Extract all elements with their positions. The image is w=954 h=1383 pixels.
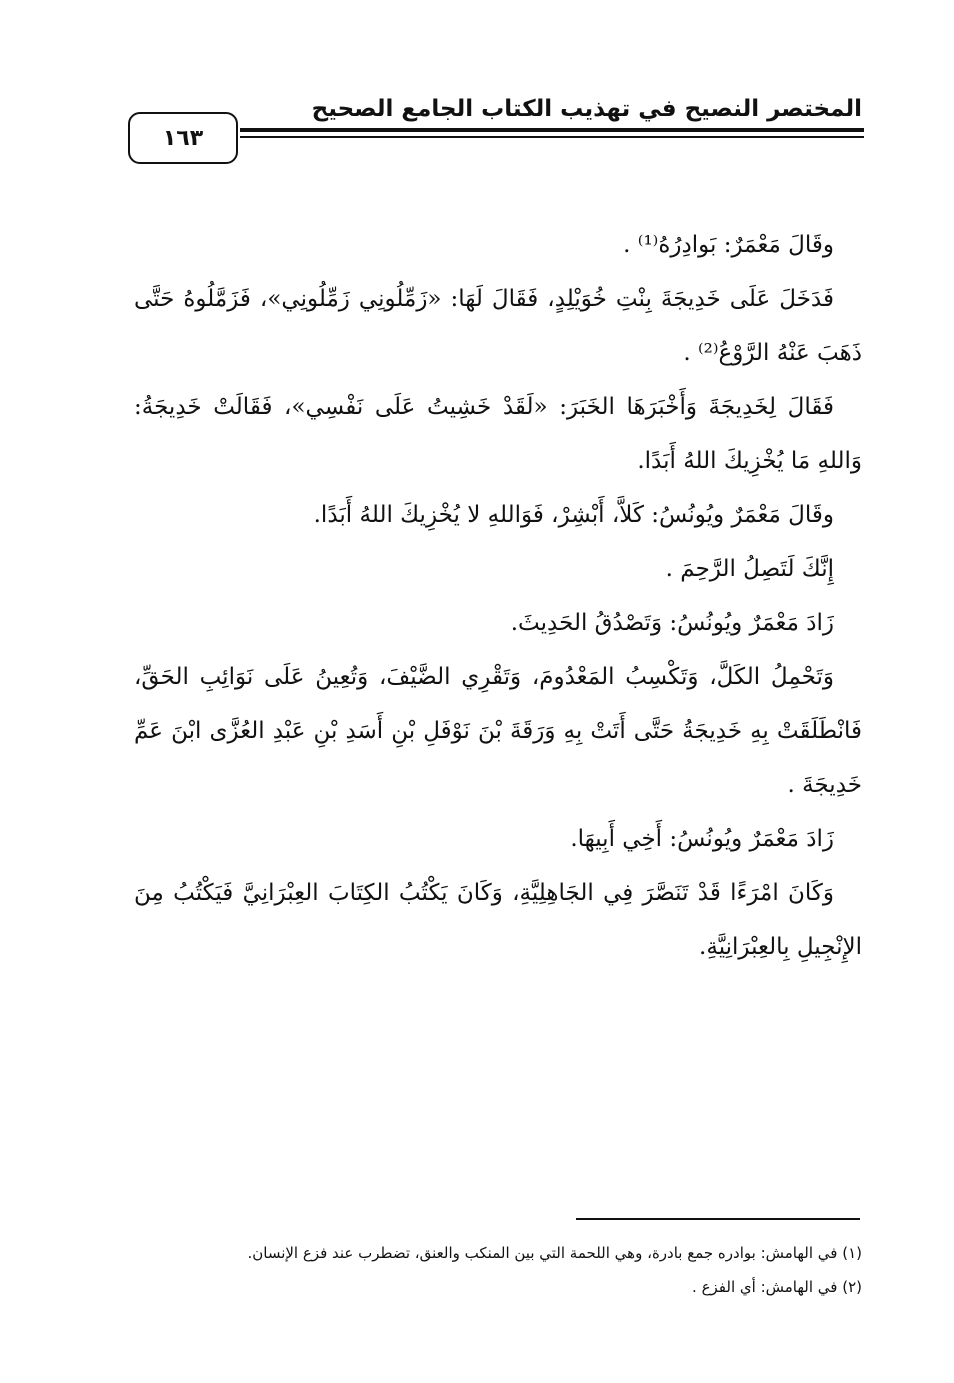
header-rule-thick	[240, 128, 864, 132]
header-rule-thin	[240, 136, 864, 138]
footnotes	[150, 1236, 862, 1304]
paragraph: إِنَّكَ لَتَصِلُ الرَّحِمَ .	[665, 556, 834, 582]
paragraph: وَتَحْمِلُ الكَلَّ، وَتَكْسِبُ المَعْدُومَ، وَتَقْرِي الضَّيْفَ، وَتُعِينُ عَلَى نَوَائِبِ الحَقِّ، فَانْطَلَقَتْ بِهِ خَدِيجَةُ حَتَّى أَتَتْ بِهِ وَرَقَةَ بْنَ نَوْفَلِ بْنِ أَسَدِ بْنِ عَبْدِ العُزَّى ابْنَ عَمِّ خَدِيجَةَ .	[134, 664, 862, 798]
paragraph: زَادَ مَعْمَرٌ ويُونُسُ: وَتَصْدُقُ الحَدِيثَ.	[510, 610, 834, 636]
paragraph: وَكَانَ امْرَءًا قَدْ تَنَصَّرَ فِي الجَاهِلِيَّةِ، وَكَانَ يَكْتُبُ الكِتَابَ العِبْرَانِيَّ فَيَكْتُبُ مِنَ الإِنْجِيلِ بِالعِبْرَانِيَّةِ.	[134, 880, 862, 960]
paragraph: فَقَالَ لِخَدِيجَةَ وَأَخْبَرَهَا الخَبَرَ: «لَقَدْ خَشِيتُ عَلَى نَفْسِي»، فَقَالَتْ خَدِيجَةُ: وَاللهِ مَا يُخْزِيكَ اللهُ أَبَدًا.	[134, 394, 862, 474]
page-number: ١٦٣	[128, 112, 238, 164]
paragraph: وقَالَ مَعْمَرٌ ويُونُسُ: كَلاَّ، أَبْشِرْ، فَوَاللهِ لا يُخْزِيكَ اللهُ أَبَدًا.	[313, 502, 834, 528]
paragraph: فَدَخَلَ عَلَى خَدِيجَةَ بِنْتِ خُوَيْلِدٍ، فَقَالَ لَهَا: «زَمِّلُونِي زَمِّلُونِي»، فَزَمَّلُوهُ حَتَّى ذَهَبَ عَنْهُ الرَّوْعُ⁽²⁾ .	[134, 286, 862, 366]
main-text	[134, 218, 862, 974]
footnote: (١) في الهامش: بوادره جمع بادرة، وهي اللحمة التي بين المنكب والعنق، تضطرب عند فزع الإنسان.	[247, 1244, 862, 1262]
running-header	[128, 96, 864, 176]
paragraph: زَادَ مَعْمَرٌ ويُونُسُ: أَخِي أَبِيهَا.	[570, 826, 834, 852]
footnote: (٢) في الهامش: أي الفزع .	[692, 1278, 862, 1296]
book-title: المختصر النصيح في تهذيب الكتاب الجامع الصحيح	[311, 96, 862, 122]
paragraph: وقَالَ مَعْمَرٌ: بَوادِرُهُ⁽¹⁾ .	[623, 232, 834, 258]
footnote-divider	[576, 1218, 860, 1220]
